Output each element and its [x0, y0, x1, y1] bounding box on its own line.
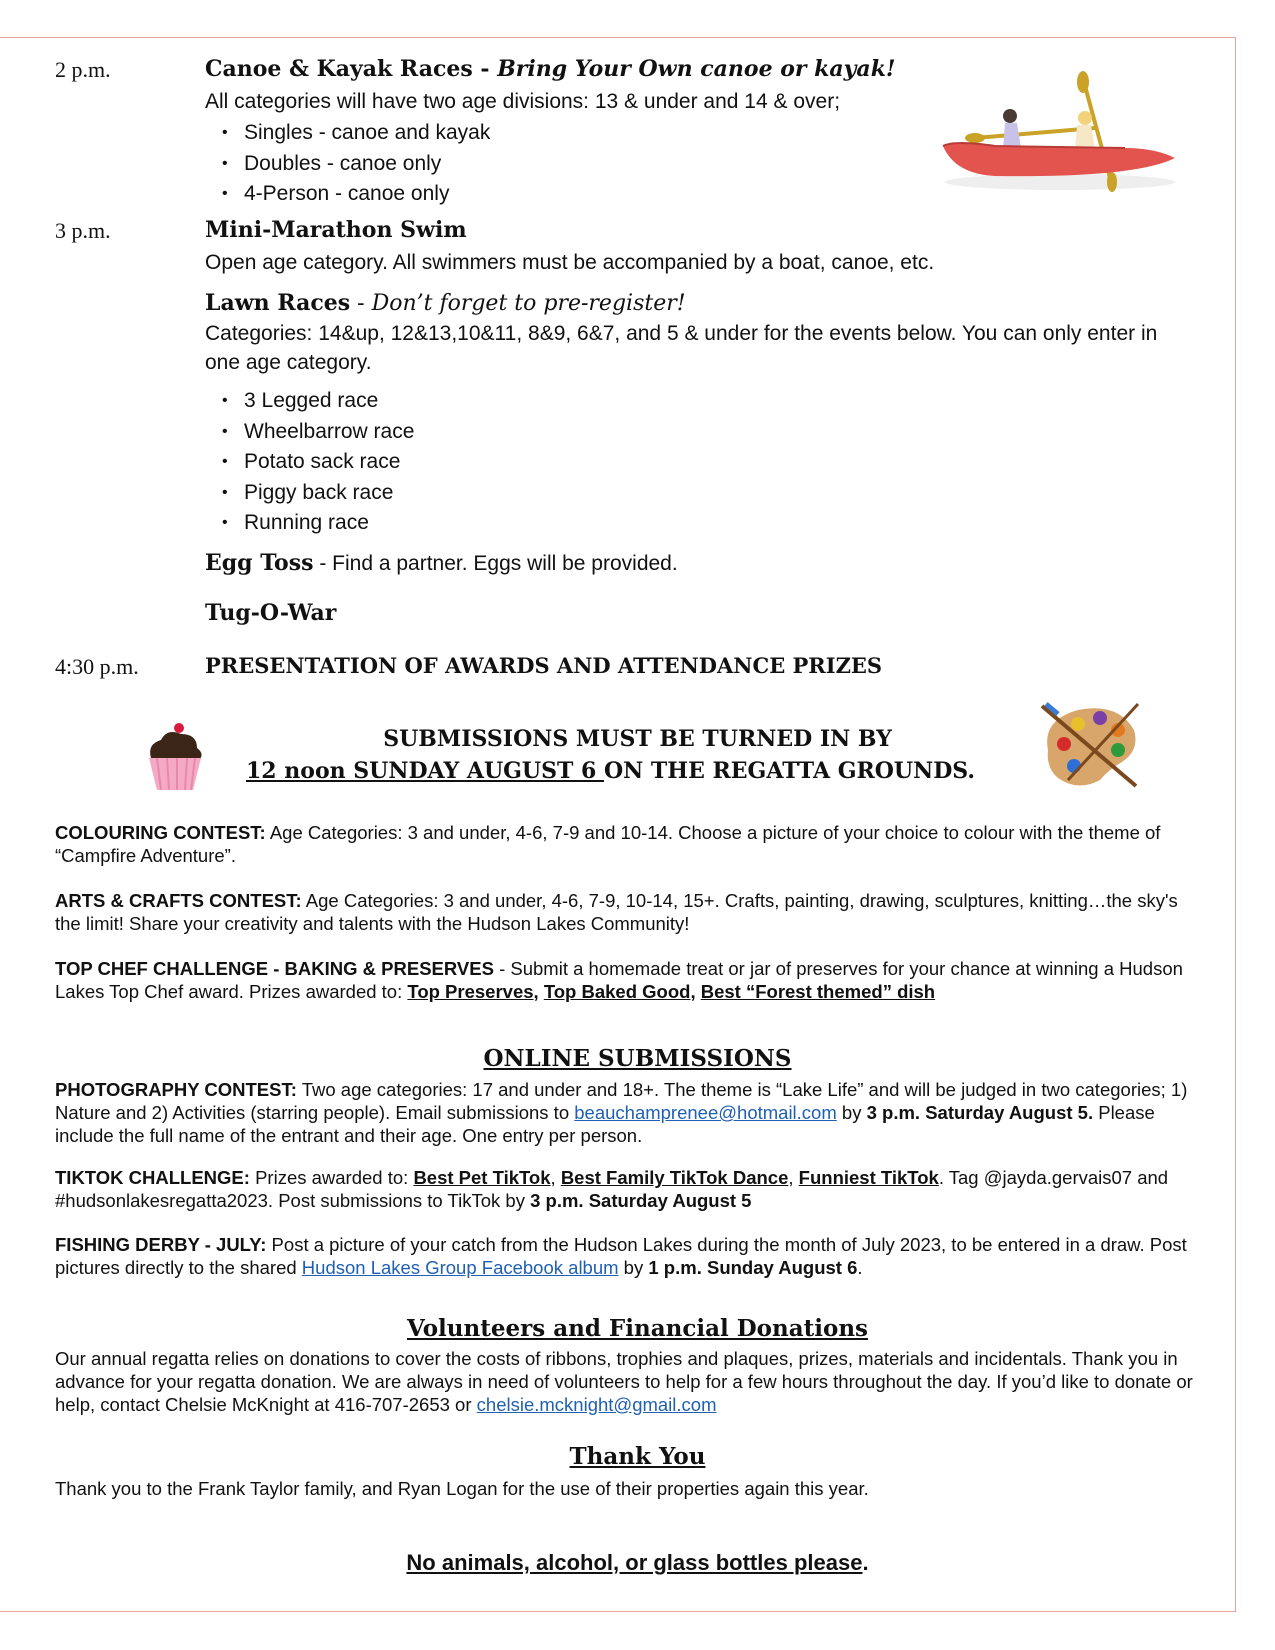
- thank-you-text: Thank you to the Frank Taylor family, and Ryan Logan for the use of their properties again this year.: [55, 1478, 869, 1499]
- lawn-title-sep: -: [350, 291, 372, 316]
- lawn-desc: Categories: 14&up, 12&13,10&11, 8&9, 6&7, and 5 & under for the events below. You can only enter in one age category.: [205, 322, 1158, 374]
- fishing-derby: [55, 1233, 1205, 1279]
- chef-prize-forest: Best “Forest themed” dish: [700, 981, 936, 1002]
- time-2pm: 2 p.m.: [55, 57, 111, 82]
- kayak-illustration: [935, 68, 1185, 198]
- photo-text: Two age categories: 17 and under and 18+. The theme is “Lake Life” and will be judged in two categories; 1) Nature and 2) Activities (starring people). Email submissions to: [55, 1079, 1188, 1123]
- tug-o-war-title: Tug-O-War: [205, 600, 337, 626]
- tiktok-sep: ,: [550, 1167, 561, 1188]
- thank-you-heading: Thank You: [569, 1443, 706, 1470]
- top-chef-challenge: [55, 957, 1195, 1003]
- colouring-label: COLOURING CONTEST:: [55, 822, 266, 843]
- chef-label: TOP CHEF CHALLENGE - BAKING & PRESERVES: [55, 958, 494, 979]
- list-item: • Piggy back race: [222, 478, 414, 509]
- volunteers-heading: Volunteers and Financial Donations: [406, 1315, 869, 1342]
- tiktok-deadline: 3 p.m. Saturday August 5: [530, 1190, 752, 1211]
- canoe-kayak-title: [205, 56, 896, 82]
- tiktok-label: TIKTOK CHALLENGE:: [55, 1167, 250, 1188]
- footer-notice: [0, 1550, 1275, 1576]
- tiktok-challenge: [55, 1166, 1205, 1212]
- egg-toss-title: Egg Toss: [205, 550, 314, 576]
- volunteers-text: [55, 1347, 1215, 1416]
- photo-email-link[interactable]: beauchamprenee@hotmail.com: [574, 1102, 837, 1123]
- online-submissions-heading: ONLINE SUBMISSIONS: [483, 1045, 792, 1072]
- list-item: • Running race: [222, 508, 414, 539]
- volunteers-body: Our annual regatta relies on donations to cover the costs of ribbons, trophies and plaques, prizes, materials and incidentals. Thank you in advance for your regatta donation. We are always in need of volunteers to help for a few hours throughout the day. If you’d like to donate or help, contact Chelsie McKnight at 416-707-2653 or: [55, 1348, 1193, 1415]
- colouring-text: Age Categories: 3 and under, 4-6, 7-9 and 10-14. Choose a picture of your choice to colour with the theme of “Campfire Adventure”.: [55, 822, 1161, 866]
- tiktok-text: Prizes awarded to:: [249, 1167, 414, 1188]
- lawn-races-title: [205, 290, 686, 316]
- lawn-title-italic: Don’t forget to pre-register!: [371, 291, 686, 316]
- chef-text: - Submit a homemade treat or jar of preserves for your chance at winning a Hudson Lakes Top Chef award. Prizes awarded to:: [55, 958, 1183, 1002]
- arts-crafts-contest: [55, 889, 1205, 935]
- photo-by: by: [836, 1102, 867, 1123]
- canoe-categories-list: [222, 118, 490, 210]
- paint-palette-icon: [1038, 700, 1146, 790]
- swim-desc: Open age category. All swimmers must be accompanied by a boat, canoe, etc.: [205, 251, 935, 274]
- list-item: • 3 Legged race: [222, 386, 414, 417]
- fishing-deadline: 1 p.m. Sunday August 6: [648, 1257, 858, 1278]
- arts-text: Age Categories: 3 and under, 4-6, 7-9, 10-14, 15+. Crafts, painting, drawing, sculptures, knitting…the sky's the limit! Share your creativity and talents with the Hudson Lakes Community!: [55, 890, 1178, 934]
- list-item: • Doubles - canoe only: [222, 149, 490, 180]
- volunteer-email-link[interactable]: chelsie.mcknight@gmail.com: [476, 1394, 717, 1415]
- tiktok-prize-dance: Best Family TikTok Dance: [560, 1167, 789, 1188]
- fishing-tail: .: [857, 1257, 863, 1278]
- chef-prize-baked: Top Baked Good: [543, 981, 691, 1002]
- photo-label: PHOTOGRAPHY CONTEST:: [55, 1079, 297, 1100]
- lawn-title-text: Lawn Races: [205, 290, 351, 316]
- list-item: • Singles - canoe and kayak: [222, 118, 490, 149]
- photo-deadline: 3 p.m. Saturday August 5.: [866, 1102, 1094, 1123]
- chef-prize-preserves: Top Preserves: [407, 981, 534, 1002]
- submissions-location: ON THE REGATTA GROUNDS.: [603, 758, 976, 784]
- time-3pm: 3 p.m.: [55, 218, 111, 243]
- time-430pm: 4:30 p.m.: [55, 654, 139, 679]
- list-item: • 4-Person - canoe only: [222, 179, 490, 210]
- footer-period: .: [862, 1550, 869, 1575]
- tiktok-sep: ,: [788, 1167, 799, 1188]
- submissions-deadline-line1: SUBMISSIONS MUST BE TURNED IN BY: [383, 726, 892, 752]
- egg-toss-desc: - Find a partner. Eggs will be provided.: [313, 552, 678, 575]
- list-item: • Wheelbarrow race: [222, 417, 414, 448]
- list-item: • Potato sack race: [222, 447, 414, 478]
- canoe-title-text: Canoe & Kayak Races -: [205, 56, 498, 82]
- submissions-deadline-line2: [246, 758, 975, 784]
- footer-notice-text: No animals, alcohol, or glass bottles please: [406, 1550, 863, 1575]
- photography-contest: [55, 1078, 1205, 1147]
- fishing-text: Post a picture of your catch from the Hudson Lakes during the month of July 2023, to be entered in a draw. Post pictures directly to the shared: [55, 1234, 1187, 1278]
- tiktok-prize-pet: Best Pet TikTok: [413, 1167, 551, 1188]
- fishing-label: FISHING DERBY - JULY:: [55, 1234, 267, 1255]
- chef-sep: ,: [533, 981, 544, 1002]
- colouring-contest: [55, 821, 1205, 867]
- submissions-date: 12 noon SUNDAY AUGUST 6: [246, 758, 604, 784]
- canoe-desc: All categories will have two age divisions: 13 & under and 14 & over;: [205, 90, 841, 113]
- arts-label: ARTS & CRAFTS CONTEST:: [55, 890, 302, 911]
- lawn-races-list: [222, 386, 414, 539]
- canoe-title-italic: Bring Your Own canoe or kayak!: [497, 56, 896, 82]
- chef-sep: ,: [690, 981, 701, 1002]
- awards-title: PRESENTATION OF AWARDS AND ATTENDANCE PRIZES: [205, 653, 883, 678]
- fishing-by: by: [618, 1257, 649, 1278]
- tiktok-tail: . Tag @jayda.gervais07 and #hudsonlakesregatta2023. Post submissions to TikTok by: [55, 1167, 1169, 1211]
- swim-title: Mini-Marathon Swim: [205, 217, 467, 243]
- tiktok-prize-funniest: Funniest TikTok: [798, 1167, 939, 1188]
- facebook-album-link[interactable]: Hudson Lakes Group Facebook album: [301, 1257, 619, 1278]
- egg-toss: [205, 550, 678, 576]
- photo-tail: Please include the full name of the entrant and their age. One entry per person.: [55, 1102, 1155, 1146]
